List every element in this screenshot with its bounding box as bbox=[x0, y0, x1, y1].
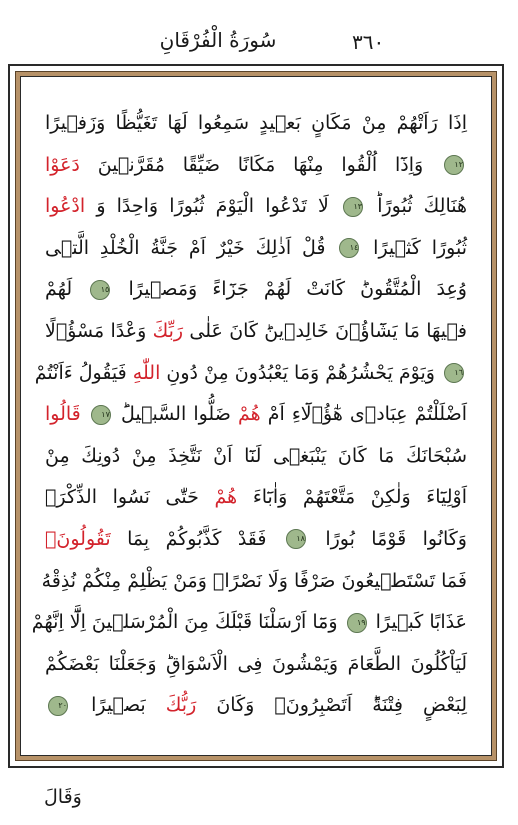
text-line bbox=[45, 519, 467, 561]
text-segment: وَمَٓا اَرْسَلْنَا قَبْلَكَ مِنَ الْمُرْسَلٖينَ اِلَّٓا اِنَّهُمْ bbox=[31, 611, 338, 634]
ayah-number-marker: ١٦ bbox=[444, 363, 464, 383]
text-segment: فَيَقُولُ ءَاَنْتُمْ bbox=[34, 361, 127, 384]
text-segment: قُلْ اَذٰلِكَ خَيْرٌ اَمْ جَنَّةُ الْخُلْدِ الَّتٖى bbox=[45, 236, 326, 259]
text-line bbox=[45, 186, 467, 228]
highlighted-word: رَبُّكَ bbox=[165, 694, 197, 717]
highlighted-word: اللّٰهِ bbox=[132, 361, 161, 384]
text-segment: اَضْلَلْتُمْ عِبَادٖى هٰٓؤُ۬لَٓاءِ اَمْ bbox=[267, 403, 467, 426]
highlighted-word: تَقُولُونَۙ bbox=[45, 527, 111, 550]
text-segment: هُنَالِكَ ثُبُورًاؕ bbox=[377, 195, 467, 218]
text-line bbox=[45, 269, 467, 311]
text-segment: حَتّٰى نَسُوا الذِّكْرَۚ bbox=[45, 486, 199, 509]
quran-text bbox=[31, 91, 477, 741]
text-segment: عَذَابًا كَبٖيرًا bbox=[375, 611, 467, 634]
text-segment: فَمَا تَسْتَطٖيعُونَ صَرْفًا وَلَا نَصْرًاۚ وَمَنْ يَظْلِمْ مِنْكُمْ نُذِقْهُ bbox=[41, 569, 467, 592]
highlighted-word: رَبِّكَ bbox=[152, 319, 184, 342]
text-line bbox=[45, 644, 467, 686]
highlighted-word: دَعَوْا bbox=[45, 153, 80, 176]
text-line bbox=[45, 311, 467, 353]
page-frame bbox=[8, 64, 504, 768]
text-line bbox=[34, 353, 467, 395]
text-segment: وَعْدًا مَسْؤُ۫لًا bbox=[45, 319, 147, 342]
highlighted-word: هُمْ bbox=[214, 486, 238, 509]
ayah-number-marker: ١٩ bbox=[347, 613, 367, 633]
ayah-number-marker: ١٥ bbox=[90, 280, 110, 300]
ayah-number-marker: ١٨ bbox=[286, 529, 306, 549]
text-segment: بَصٖيرًا bbox=[91, 694, 146, 717]
text-line bbox=[45, 685, 467, 727]
surah-title: سُورَةُ الْفُرْقَانِ bbox=[159, 28, 277, 52]
text-line bbox=[45, 394, 467, 436]
text-line bbox=[45, 103, 467, 145]
text-segment: سُبْحَانَكَ مَا كَانَ يَنْبَغٖى لَنَٓا اَنْ نَتَّخِذَ مِنْ دُونِكَ مِنْ bbox=[45, 444, 467, 467]
text-segment: لَهُمْ bbox=[45, 278, 73, 301]
highlighted-word: ادْعُوا bbox=[45, 195, 86, 218]
text-segment: وُعِدَ الْمُتَّقُونَؕ كَانَتْ لَهُمْ جَزَٓاءً وَمَصٖيرًا bbox=[128, 278, 467, 301]
text-segment: اَوْلِيَٓاءَ وَلٰكِنْ مَتَّعْتَهُمْ وَاٰبَٓاءَ bbox=[252, 486, 468, 509]
page-number: ٣٦٠ bbox=[352, 30, 385, 54]
highlighted-word: هُمْ bbox=[237, 403, 261, 426]
text-segment: لِبَعْضٍ فِتْنَةًؕ اَتَصْبِرُونَۚ وَكَانَ bbox=[216, 694, 467, 717]
text-line bbox=[45, 145, 467, 187]
text-segment: ضَلُّوا السَّبٖيلَؕ bbox=[120, 403, 231, 426]
text-segment: وَكَانُوا قَوْمًا بُورًا bbox=[325, 527, 467, 550]
ayah-number-marker: ١٣ bbox=[343, 197, 363, 217]
text-segment: لَا تَدْعُوا الْيَوْمَ ثُبُورًا وَاحِدًا وَ bbox=[96, 195, 329, 218]
text-panel bbox=[20, 76, 492, 756]
text-segment: لَيَاْكُلُونَ الطَّعَامَ وَيَمْشُونَ فِى الْاَسْوَاقِؕ وَجَعَلْنَا بَعْضَكُمْ bbox=[45, 652, 467, 675]
text-line bbox=[31, 602, 467, 644]
highlighted-word: قَالُوا bbox=[45, 403, 81, 426]
text-line bbox=[45, 228, 467, 270]
ayah-number-marker: ١٤ bbox=[339, 238, 359, 258]
text-segment: ثُبُورًا كَثٖيرًا bbox=[373, 236, 467, 259]
ayah-number-marker: ١٧ bbox=[91, 405, 111, 425]
text-line bbox=[45, 436, 467, 478]
page-header bbox=[0, 0, 518, 60]
text-segment: اِذَا رَاَتْهُمْ مِنْ مَكَانٍ بَعٖيدٍ سَمِعُوا لَهَا تَغَيُّظًا وَزَفٖيرًا bbox=[45, 112, 467, 134]
text-segment: فٖيهَا مَا يَشَٓاؤُ۫نَ خَالِدٖينَؕ كَانَ عَلٰى bbox=[189, 319, 467, 342]
ayah-number-marker: ٢٠ bbox=[48, 696, 68, 716]
ayah-number-marker: ١٢ bbox=[444, 155, 464, 175]
text-line bbox=[45, 477, 467, 519]
catchword: وَقَالَ bbox=[44, 786, 82, 808]
text-line bbox=[41, 561, 467, 603]
text-segment: وَاِذَٓا اُلْقُوا مِنْهَا مَكَانًا ضَيِّقًا مُقَرَّنٖينَ bbox=[97, 153, 424, 176]
text-segment: فَقَدْ كَذَّبُوكُمْ بِمَا bbox=[127, 527, 267, 550]
text-segment: وَيَوْمَ يَحْشُرُهُمْ وَمَا يَعْبُدُونَ مِنْ دُونِ bbox=[166, 361, 435, 384]
